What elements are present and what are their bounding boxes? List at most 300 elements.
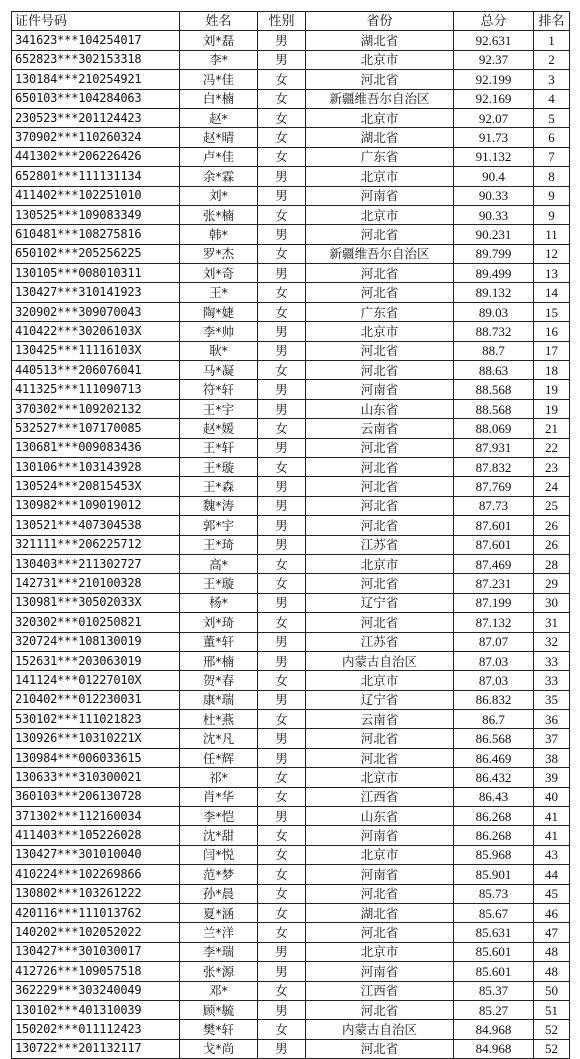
table-row [12,613,570,632]
rank-cell: 52 [534,1039,570,1058]
table-row [12,50,570,69]
table-row [12,108,570,127]
id-cell: 370902***110260324 [12,128,180,147]
table-row [12,787,570,806]
province-cell: 河北省 [306,1000,454,1019]
gender-cell: 男 [258,516,306,535]
id-cell: 130427***301010040 [12,845,180,864]
id-cell: 130681***009083436 [12,438,180,457]
score-cell: 89.03 [454,302,534,321]
table-row [12,826,570,845]
rank-cell: 11 [534,225,570,244]
name-cell: 孙*晨 [180,884,258,903]
province-cell: 河北省 [306,884,454,903]
table-row [12,496,570,515]
id-cell: 320724***108130019 [12,632,180,651]
score-cell: 89.132 [454,283,534,302]
name-cell: 李* [180,50,258,69]
id-cell: 320302***010250821 [12,613,180,632]
province-cell: 内蒙古自治区 [306,651,454,670]
score-cell: 84.968 [454,1039,534,1058]
gender-cell: 男 [258,496,306,515]
score-cell: 92.199 [454,70,534,89]
gender-cell: 男 [258,264,306,283]
rank-cell: 9 [534,205,570,224]
province-cell: 云南省 [306,419,454,438]
gender-cell: 女 [258,574,306,593]
id-cell: 650103***104284063 [12,89,180,108]
name-cell: 康*瑞 [180,690,258,709]
table-row [12,671,570,690]
score-cell: 85.901 [454,865,534,884]
rank-cell: 44 [534,865,570,884]
name-cell: 刘*奇 [180,264,258,283]
table-row [12,903,570,922]
rank-cell: 51 [534,1000,570,1019]
score-cell: 92.631 [454,31,534,50]
rank-cell: 4 [534,89,570,108]
name-cell: 郭*宇 [180,516,258,535]
rank-cell: 5 [534,108,570,127]
name-cell: 兰*洋 [180,923,258,942]
gender-cell: 男 [258,341,306,360]
score-cell: 88.069 [454,419,534,438]
name-cell: 魏*涛 [180,496,258,515]
table-header [12,12,570,31]
gender-cell: 女 [258,244,306,263]
rank-cell: 47 [534,923,570,942]
gender-cell: 女 [258,283,306,302]
gender-cell: 男 [258,225,306,244]
name-cell: 刘*琦 [180,613,258,632]
score-cell: 88.63 [454,361,534,380]
name-cell: 张*楠 [180,205,258,224]
rank-cell: 23 [534,457,570,476]
province-cell: 北京市 [306,554,454,573]
rank-cell: 41 [534,807,570,826]
gender-cell: 女 [258,147,306,166]
table-row [12,322,570,341]
gender-cell: 男 [258,31,306,50]
table-row [12,632,570,651]
id-cell: 411402***102251010 [12,186,180,205]
province-cell: 河北省 [306,729,454,748]
table-row [12,380,570,399]
name-cell: 卢*佳 [180,147,258,166]
gender-cell: 女 [258,671,306,690]
gender-cell: 女 [258,865,306,884]
rank-cell: 7 [534,147,570,166]
gender-cell: 男 [258,1000,306,1019]
gender-cell: 男 [258,438,306,457]
rank-cell: 8 [534,167,570,186]
table-row [12,399,570,418]
table-row [12,923,570,942]
gender-cell: 男 [258,50,306,69]
score-cell: 87.601 [454,516,534,535]
id-cell: 130521***407304538 [12,516,180,535]
gender-cell: 男 [258,729,306,748]
name-cell: 顾*毓 [180,1000,258,1019]
rank-cell: 41 [534,826,570,845]
name-cell: 罗*杰 [180,244,258,263]
province-cell: 河北省 [306,477,454,496]
rank-cell: 43 [534,845,570,864]
rank-cell: 22 [534,438,570,457]
name-cell: 刘*磊 [180,31,258,50]
gender-cell: 女 [258,981,306,1000]
table-row [12,167,570,186]
name-cell: 耿* [180,341,258,360]
id-cell: 321111***206225712 [12,535,180,554]
province-cell: 河北省 [306,225,454,244]
province-cell: 河南省 [306,186,454,205]
id-cell: 130984***006033615 [12,748,180,767]
id-cell: 130184***210254921 [12,70,180,89]
rank-cell: 26 [534,516,570,535]
province-cell: 内蒙古自治区 [306,1020,454,1039]
id-cell: 140202***102052022 [12,923,180,942]
name-cell: 李*恺 [180,807,258,826]
name-cell: 范*梦 [180,865,258,884]
score-cell: 85.601 [454,962,534,981]
province-cell: 北京市 [306,768,454,787]
province-cell: 江西省 [306,981,454,1000]
id-cell: 130425***11116103X [12,341,180,360]
rank-cell: 25 [534,496,570,515]
score-cell: 87.601 [454,535,534,554]
gender-cell: 男 [258,651,306,670]
name-cell: 余*霖 [180,167,258,186]
name-cell: 董*轩 [180,632,258,651]
table-row [12,574,570,593]
table-row [12,865,570,884]
name-cell: 戈*尚 [180,1039,258,1058]
rank-cell: 1 [534,31,570,50]
province-cell: 江苏省 [306,535,454,554]
score-cell: 92.37 [454,50,534,69]
table-row [12,283,570,302]
rank-cell: 9 [534,186,570,205]
score-cell: 88.568 [454,380,534,399]
score-cell: 91.132 [454,147,534,166]
province-cell: 辽宁省 [306,690,454,709]
gender-cell: 女 [258,89,306,108]
rank-cell: 46 [534,903,570,922]
score-cell: 87.199 [454,593,534,612]
gender-cell: 女 [258,787,306,806]
name-cell: 贺*春 [180,671,258,690]
rank-cell: 28 [534,554,570,573]
id-cell: 412726***109057518 [12,962,180,981]
table-row [12,186,570,205]
score-cell: 92.07 [454,108,534,127]
gender-cell: 女 [258,923,306,942]
gender-cell: 男 [258,632,306,651]
name-cell: 杨* [180,593,258,612]
score-cell: 86.268 [454,826,534,845]
id-cell: 370302***109202132 [12,399,180,418]
gender-cell: 女 [258,302,306,321]
score-cell: 90.33 [454,205,534,224]
score-cell: 88.732 [454,322,534,341]
gender-cell: 男 [258,1039,306,1058]
name-cell: 赵* [180,108,258,127]
rank-cell: 16 [534,322,570,341]
province-cell: 云南省 [306,710,454,729]
province-cell: 湖北省 [306,31,454,50]
province-cell: 广东省 [306,147,454,166]
header-gender: 性别 [258,12,306,31]
id-cell: 130802***103261222 [12,884,180,903]
name-cell: 陶*婕 [180,302,258,321]
score-cell: 89.799 [454,244,534,263]
province-cell: 河北省 [306,264,454,283]
ranking-table [11,11,570,1059]
table-row [12,962,570,981]
id-cell: 210402***012230031 [12,690,180,709]
province-cell: 河北省 [306,341,454,360]
name-cell: 白*楠 [180,89,258,108]
table-row [12,593,570,612]
score-cell: 92.169 [454,89,534,108]
score-cell: 86.568 [454,729,534,748]
rank-cell: 32 [534,632,570,651]
id-cell: 130427***301030017 [12,942,180,961]
table-row [12,302,570,321]
id-cell: 130106***103143928 [12,457,180,476]
score-cell: 90.231 [454,225,534,244]
name-cell: 符*轩 [180,380,258,399]
table-row [12,205,570,224]
gender-cell: 男 [258,535,306,554]
id-cell: 130926***10310221X [12,729,180,748]
gender-cell: 女 [258,903,306,922]
gender-cell: 女 [258,613,306,632]
table-row [12,457,570,476]
header-name: 姓名 [180,12,258,31]
table-row [12,884,570,903]
score-cell: 85.67 [454,903,534,922]
id-cell: 650102***205256225 [12,244,180,263]
score-cell: 87.03 [454,671,534,690]
name-cell: 王*森 [180,477,258,496]
gender-cell: 女 [258,70,306,89]
gender-cell: 男 [258,399,306,418]
name-cell: 王*轩 [180,438,258,457]
score-cell: 86.43 [454,787,534,806]
table-row [12,690,570,709]
rank-cell: 48 [534,962,570,981]
province-cell: 河南省 [306,826,454,845]
gender-cell: 男 [258,962,306,981]
id-cell: 230523***201124423 [12,108,180,127]
gender-cell: 女 [258,845,306,864]
score-cell: 89.499 [454,264,534,283]
province-cell: 河北省 [306,361,454,380]
rank-cell: 21 [534,419,570,438]
table-row [12,361,570,380]
name-cell: 张*源 [180,962,258,981]
score-cell: 85.27 [454,1000,534,1019]
gender-cell: 女 [258,419,306,438]
gender-cell: 女 [258,205,306,224]
table-row [12,729,570,748]
table-row [12,1039,570,1058]
name-cell: 赵*媛 [180,419,258,438]
score-cell: 91.73 [454,128,534,147]
table-row [12,419,570,438]
header-province: 省份 [306,12,454,31]
name-cell: 王* [180,283,258,302]
name-cell: 李*瑞 [180,942,258,961]
id-cell: 130403***211302727 [12,554,180,573]
province-cell: 河北省 [306,457,454,476]
id-cell: 610481***108275816 [12,225,180,244]
rank-cell: 15 [534,302,570,321]
score-cell: 87.03 [454,651,534,670]
id-cell: 360103***206130728 [12,787,180,806]
province-cell: 山东省 [306,807,454,826]
id-cell: 320902***309070043 [12,302,180,321]
province-cell: 北京市 [306,322,454,341]
score-cell: 86.469 [454,748,534,767]
province-cell: 河北省 [306,516,454,535]
name-cell: 夏*涵 [180,903,258,922]
gender-cell: 女 [258,1020,306,1039]
name-cell: 祁* [180,768,258,787]
table-row [12,477,570,496]
name-cell: 肖*华 [180,787,258,806]
id-cell: 411325***111090713 [12,380,180,399]
header-row [12,12,570,31]
province-cell: 河北省 [306,748,454,767]
name-cell: 沈*甜 [180,826,258,845]
province-cell: 北京市 [306,205,454,224]
gender-cell: 女 [258,108,306,127]
header-id: 证件号码 [12,12,180,31]
name-cell: 沈*凡 [180,729,258,748]
province-cell: 河北省 [306,438,454,457]
province-cell: 河南省 [306,380,454,399]
rank-cell: 52 [534,1020,570,1039]
name-cell: 王*璇 [180,457,258,476]
name-cell: 刘* [180,186,258,205]
table-row [12,516,570,535]
province-cell: 湖北省 [306,128,454,147]
table-body [12,31,570,1059]
rank-cell: 38 [534,748,570,767]
score-cell: 90.4 [454,167,534,186]
score-cell: 87.832 [454,457,534,476]
gender-cell: 男 [258,748,306,767]
rank-cell: 19 [534,399,570,418]
rank-cell: 50 [534,981,570,1000]
name-cell: 任*辉 [180,748,258,767]
score-cell: 86.832 [454,690,534,709]
name-cell: 邢*楠 [180,651,258,670]
id-cell: 371302***112160034 [12,807,180,826]
gender-cell: 女 [258,768,306,787]
id-cell: 410422***30206103X [12,322,180,341]
table-row [12,31,570,50]
rank-cell: 36 [534,710,570,729]
table-row [12,438,570,457]
table-row [12,128,570,147]
gender-cell: 女 [258,826,306,845]
table-row [12,710,570,729]
province-cell: 河北省 [306,574,454,593]
score-cell: 87.231 [454,574,534,593]
id-cell: 130427***310141923 [12,283,180,302]
id-cell: 152631***203063019 [12,651,180,670]
rank-cell: 26 [534,535,570,554]
name-cell: 闫*悦 [180,845,258,864]
rank-cell: 13 [534,264,570,283]
province-cell: 江西省 [306,787,454,806]
id-cell: 130982***109019012 [12,496,180,515]
table-row [12,807,570,826]
id-cell: 420116***111013762 [12,903,180,922]
name-cell: 冯*佳 [180,70,258,89]
rank-cell: 29 [534,574,570,593]
province-cell: 北京市 [306,50,454,69]
name-cell: 邓* [180,981,258,1000]
id-cell: 130105***008010311 [12,264,180,283]
id-cell: 530102***111021823 [12,710,180,729]
table-row [12,341,570,360]
name-cell: 王*琦 [180,535,258,554]
gender-cell: 男 [258,477,306,496]
rank-cell: 17 [534,341,570,360]
score-cell: 87.73 [454,496,534,515]
id-cell: 441302***206226426 [12,147,180,166]
province-cell: 北京市 [306,671,454,690]
province-cell: 河北省 [306,613,454,632]
table-row [12,147,570,166]
id-cell: 130722***201132117 [12,1039,180,1058]
id-cell: 130524***20815453X [12,477,180,496]
table-row [12,981,570,1000]
gender-cell: 女 [258,457,306,476]
gender-cell: 女 [258,554,306,573]
rank-cell: 39 [534,768,570,787]
id-cell: 440513***206076041 [12,361,180,380]
rank-cell: 18 [534,361,570,380]
table-row [12,768,570,787]
province-cell: 广东省 [306,302,454,321]
rank-cell: 14 [534,283,570,302]
score-cell: 87.769 [454,477,534,496]
province-cell: 河北省 [306,283,454,302]
gender-cell: 男 [258,186,306,205]
table-row [12,845,570,864]
name-cell: 赵*晴 [180,128,258,147]
table-row [12,1000,570,1019]
rank-cell: 48 [534,942,570,961]
province-cell: 河南省 [306,865,454,884]
score-cell: 85.968 [454,845,534,864]
rank-cell: 6 [534,128,570,147]
province-cell: 河北省 [306,923,454,942]
score-cell: 85.601 [454,942,534,961]
name-cell: 高* [180,554,258,573]
table-row [12,535,570,554]
table-row [12,264,570,283]
score-cell: 84.968 [454,1020,534,1039]
gender-cell: 男 [258,593,306,612]
rank-cell: 45 [534,884,570,903]
